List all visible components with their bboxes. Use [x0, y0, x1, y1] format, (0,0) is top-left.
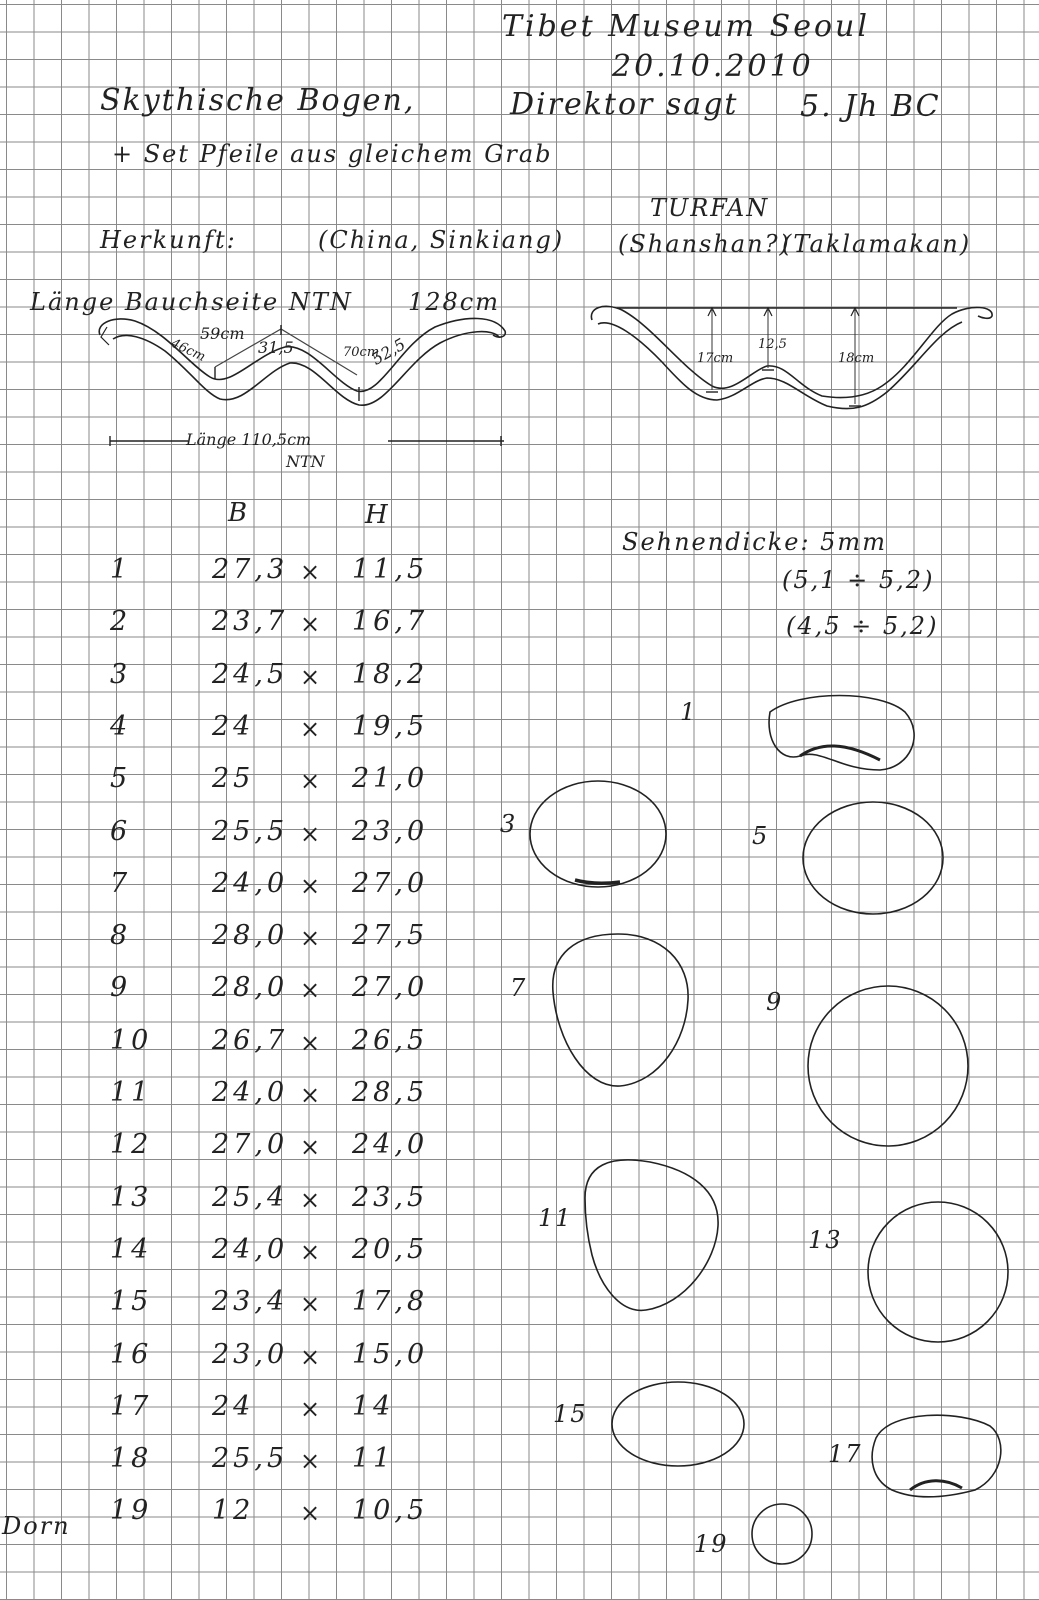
measure-46: 46cm [168, 336, 208, 365]
row-width-value: 24,5 [212, 659, 289, 690]
row-width-value: 24,0 [212, 868, 289, 899]
museum-title: Tibet Museum Seoul [502, 9, 870, 44]
row-number: 4 [110, 711, 132, 742]
row-number: 19 [110, 1495, 153, 1526]
row-number: 10 [110, 1025, 153, 1056]
row-times-sign: × [300, 1290, 321, 1318]
row-times-sign: × [300, 1447, 321, 1475]
date: 20.10.2010 [612, 49, 814, 84]
section-1-shape [769, 696, 914, 771]
arrows-note: + Set Pfeile aus gleichem Grab [112, 140, 553, 168]
row-height-value: 17,8 [352, 1286, 429, 1317]
section-label: 15 [553, 1400, 588, 1428]
row-width-value: 23,4 [212, 1286, 289, 1317]
row-width-value: 24 [212, 711, 255, 742]
section-label: 1 [680, 698, 698, 726]
row-height-value: 20,5 [352, 1234, 429, 1265]
origin-label: Herkunft: [100, 226, 237, 254]
bow-length-value: 128cm [408, 288, 501, 316]
row-number: 14 [110, 1234, 153, 1265]
shanshan-label: (Shanshan?) [618, 230, 791, 258]
section-3-shape [530, 781, 666, 887]
row-number: 13 [110, 1182, 153, 1213]
section-7-shape [553, 934, 688, 1086]
row-height-value: 21,0 [352, 763, 429, 794]
col-h-header: H [365, 500, 388, 530]
bow-length-label: Länge Bauchseite NTN [30, 288, 353, 316]
row-times-sign: × [300, 1395, 321, 1423]
row-number: 9 [110, 972, 132, 1003]
row-width-value: 12 [212, 1495, 255, 1526]
dorn-label: Dorn [2, 1512, 71, 1540]
origin-value: (China, Sinkiang) [318, 226, 565, 254]
row-width-value: 24,0 [212, 1077, 289, 1108]
row-times-sign: × [300, 767, 321, 795]
row-height-value: 28,5 [352, 1077, 429, 1108]
row-number: 15 [110, 1286, 153, 1317]
period: 5. Jh BC [800, 89, 941, 124]
row-height-value: 15,0 [352, 1339, 429, 1370]
section-label: 13 [808, 1226, 843, 1254]
row-width-value: 25,4 [212, 1182, 289, 1213]
row-times-sign: × [300, 558, 321, 586]
row-width-value: 23,0 [212, 1339, 289, 1370]
bow-title: Skythische Bogen, [100, 83, 416, 118]
taklamakan-label: (Taklamakan) [782, 230, 972, 258]
row-times-sign: × [300, 663, 321, 691]
row-height-value: 11,5 [352, 554, 429, 585]
row-times-sign: × [300, 715, 321, 743]
row-number: 7 [110, 868, 132, 899]
col-b-header: B [228, 498, 248, 528]
row-height-value: 16,7 [352, 606, 429, 637]
row-width-value: 24,0 [212, 1234, 289, 1265]
section-11-shape [585, 1160, 718, 1310]
section-label: 7 [510, 974, 528, 1002]
row-times-sign: × [300, 1499, 321, 1527]
right-measure-3: 18cm [838, 351, 875, 366]
section-1-fill [800, 746, 880, 760]
row-width-value: 28,0 [212, 920, 289, 951]
row-height-value: 11 [352, 1443, 395, 1474]
row-number: 6 [110, 816, 132, 847]
row-width-value: 27,0 [212, 1129, 289, 1160]
section-15-shape [612, 1382, 744, 1466]
row-times-sign: × [300, 1029, 321, 1057]
row-height-value: 19,5 [352, 711, 429, 742]
row-times-sign: × [300, 1238, 321, 1266]
measure-31: 31,5 [258, 338, 294, 357]
row-width-value: 27,3 [212, 554, 289, 585]
row-times-sign: × [300, 1081, 321, 1109]
section-5-shape [803, 802, 943, 914]
section-label: 3 [500, 810, 518, 838]
section-label: 11 [538, 1204, 573, 1232]
row-width-value: 25,5 [212, 1443, 289, 1474]
row-times-sign: × [300, 1133, 321, 1161]
row-height-value: 10,5 [352, 1495, 429, 1526]
right-measure-2: 12,5 [758, 337, 787, 352]
row-height-value: 23,0 [352, 816, 429, 847]
row-times-sign: × [300, 976, 321, 1004]
right-measure-1: 17cm [697, 351, 734, 366]
row-times-sign: × [300, 610, 321, 638]
row-times-sign: × [300, 924, 321, 952]
row-height-value: 24,0 [352, 1129, 429, 1160]
row-number: 1 [110, 554, 132, 585]
row-width-value: 28,0 [212, 972, 289, 1003]
section-label: 19 [694, 1530, 729, 1558]
section-label: 9 [766, 988, 784, 1016]
row-number: 16 [110, 1339, 153, 1370]
row-width-value: 25 [212, 763, 255, 794]
row-number: 18 [110, 1443, 153, 1474]
row-height-value: 23,5 [352, 1182, 429, 1213]
row-height-value: 27,0 [352, 868, 429, 899]
length-label: Länge 110,5cm [186, 430, 312, 449]
row-number: 12 [110, 1129, 153, 1160]
row-height-value: 26,5 [352, 1025, 429, 1056]
row-number: 11 [110, 1077, 153, 1108]
row-number: 17 [110, 1391, 153, 1422]
section-19-shape [752, 1504, 812, 1564]
measure-52: 52,5 [368, 334, 409, 369]
director-note: Direktor sagt [510, 87, 739, 122]
row-times-sign: × [300, 1186, 321, 1214]
row-width-value: 23,7 [212, 606, 289, 637]
section-label: 17 [828, 1440, 863, 1468]
section-label: 5 [752, 822, 770, 850]
row-number: 2 [110, 606, 132, 637]
row-number: 8 [110, 920, 132, 951]
row-number: 3 [110, 659, 132, 690]
row-times-sign: × [300, 1343, 321, 1371]
measure-59: 59cm [200, 324, 245, 343]
measure-70: 70cm [343, 345, 380, 360]
row-height-value: 14 [352, 1391, 395, 1422]
row-width-value: 26,7 [212, 1025, 289, 1056]
section-9-shape [808, 986, 968, 1146]
row-height-value: 27,5 [352, 920, 429, 951]
sehne-label: Sehnendicke: 5mm [622, 528, 887, 556]
row-times-sign: × [300, 872, 321, 900]
row-height-value: 27,0 [352, 972, 429, 1003]
row-number: 5 [110, 763, 132, 794]
turfan-label: TURFAN [650, 194, 770, 222]
row-height-value: 18,2 [352, 659, 429, 690]
sehne-range-2: (4,5 ÷ 5,2) [786, 612, 939, 640]
row-times-sign: × [300, 820, 321, 848]
length-sub: NTN [286, 452, 325, 471]
sehne-range-1: (5,1 ÷ 5,2) [782, 566, 935, 594]
row-width-value: 25,5 [212, 816, 289, 847]
section-17-shape [872, 1415, 1001, 1497]
row-width-value: 24 [212, 1391, 255, 1422]
section-13-shape [868, 1202, 1008, 1342]
